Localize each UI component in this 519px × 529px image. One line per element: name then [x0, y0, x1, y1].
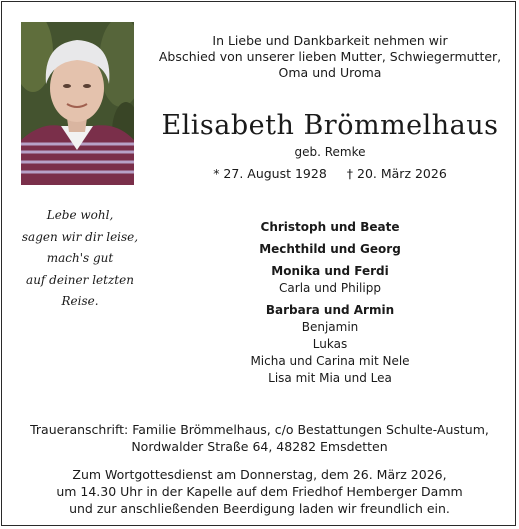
- poem-line: auf deiner letzten: [26, 272, 134, 287]
- deceased-name: Elisabeth Brömmelhaus: [161, 110, 499, 141]
- intro-text: [150, 33, 510, 81]
- poem-line: mach's gut: [46, 251, 114, 265]
- portrait-photo: [21, 22, 134, 185]
- family-child: Lisa mit Mia und Lea: [268, 371, 392, 385]
- address-line: Traueranschrift: Familie Brömmelhaus, c/o Bestattungen Schulte-Austum,: [30, 422, 489, 437]
- intro-line: In Liebe und Dankbarkeit nehmen wir: [212, 33, 448, 48]
- poem-line: sagen wir dir leise,: [21, 229, 139, 244]
- life-dates: [150, 166, 510, 181]
- family-child: Carla und Philipp: [279, 281, 381, 295]
- maiden-name: geb. Remke: [294, 145, 366, 159]
- farewell-poem: [10, 205, 150, 313]
- intro-line: Abschied von unserer lieben Mutter, Schwiegermutter,: [158, 49, 502, 64]
- service-line: um 14.30 Uhr in der Kapelle auf dem Friedhof Hemberger Damm: [56, 484, 463, 499]
- family-heads: Monika und Ferdi: [271, 264, 389, 278]
- poem-line: Lebe wohl,: [46, 208, 114, 222]
- service-line: und zur anschließenden Beerdigung laden wir freundlich ein.: [69, 501, 450, 516]
- family-child: Micha und Carina mit Nele: [250, 354, 410, 368]
- poem-line: Reise.: [61, 294, 99, 308]
- birth-date: * 27. August 1928: [213, 166, 327, 181]
- intro-line: Oma und Uroma: [278, 65, 382, 80]
- service-info: [10, 466, 509, 517]
- family-heads: Christoph und Beate: [260, 220, 400, 234]
- family-heads: Mechthild und Georg: [259, 242, 401, 256]
- family-list: [210, 219, 450, 387]
- address-line: Nordwalder Straße 64, 48282 Emsdetten: [131, 439, 388, 454]
- family-heads: Barbara und Armin: [265, 303, 395, 317]
- family-child: Benjamin: [301, 320, 359, 334]
- family-child: Lukas: [312, 337, 348, 351]
- mourning-address: [10, 421, 509, 455]
- service-line: Zum Wortgottesdienst am Donnerstag, dem 26. März 2026,: [72, 467, 447, 482]
- death-date: † 20. März 2026: [346, 166, 447, 181]
